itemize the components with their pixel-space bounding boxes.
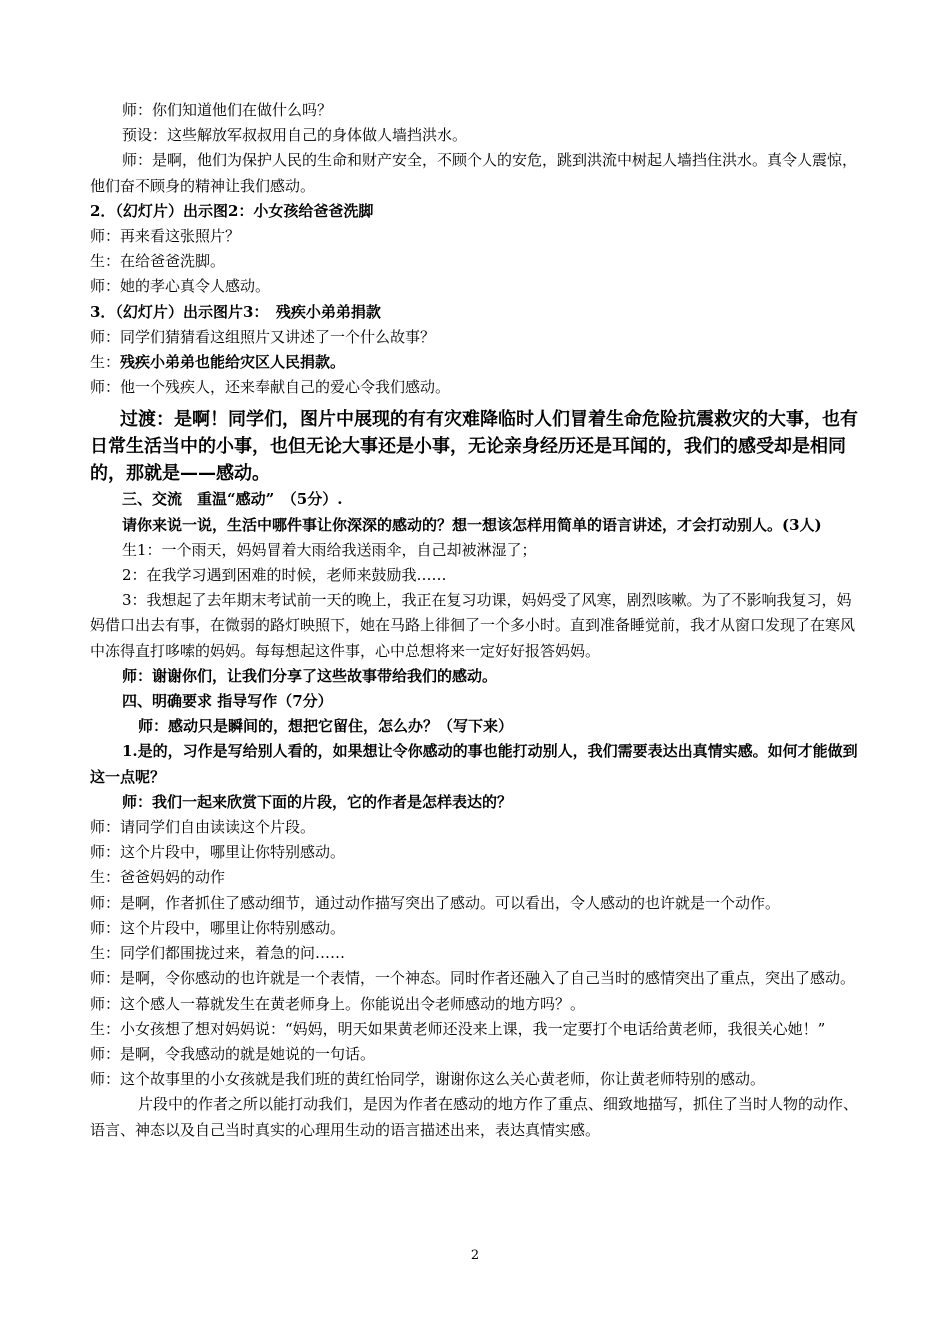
dialogue-line	[90, 350, 862, 375]
paragraph: 生1：一个雨天，妈妈冒着大雨给我送雨伞，自己却被淋湿了；	[122, 540, 537, 559]
paragraph: 师：是啊，他们为保护人民的生命和财产安全，不顾个人的安危，跳到洪流中树起人墙挡住洪水。真令人震惊，他们奋不顾身的精神让我们感动。	[90, 151, 858, 195]
dialogue-line: 师：是啊，令你感动的也许就是一个表情，一个神态。同时作者还融入了自己当时的感情突出了重点，突出了感动。	[90, 969, 856, 988]
paragraph: 3：我想起了去年期末考试前一天的晚上，我正在复习功课，妈妈受了风寒，剧烈咳嗽。为了不影响我复习，妈妈借口出去有事，在微弱的路灯映照下，她在马路上徘徊了一个多小时。直到准备睡觉前，我才从窗口发现了在寒风中冻得直打哆嗦的妈妈。每每想起这件事，心中总想将来一定好好报答妈妈。	[90, 591, 856, 660]
teacher-line: 师：感动只是瞬间的，想把它留住，怎么办？（写下来）	[138, 717, 514, 736]
transition-paragraph: 过渡：是啊！同学们，图片中展现的有有灾难降临时人们冒着生命危险抗震救灾的大事，也有日常生活当中的小事，也但无论大事还是小事，无论亲身经历还是耳闻的，我们的感受却是相同的，那就是——感动。	[90, 409, 858, 485]
dialogue-line: 生：小女孩想了想对妈妈说：“妈妈，明天如果黄老师还没来上课，我一定要打个电话给黄老师，我很关心她！”	[90, 1019, 826, 1038]
dialogue-line: 师：请同学们自由读读这个片段。	[90, 818, 316, 837]
dialogue-line: 师：这个片段中，哪里让你特别感动。	[90, 843, 346, 862]
dialogue-line: 师：她的孝心真令人感动。	[90, 277, 271, 296]
dialogue-line: 师：再来看这张照片？	[90, 227, 241, 246]
dialogue-line: 生：同学们都围拢过来，着急的问……	[90, 944, 346, 963]
dialogue-line: 师：这个感人一幕就发生在黄老师身上。你能说出令老师感动的地方吗？。	[90, 994, 586, 1013]
section-heading: 三、交流 重温“感动” （5分）.	[122, 490, 343, 509]
section-heading: 2．（幻灯片）出示图2：小女孩给爸爸洗脚	[90, 201, 374, 220]
lesson-plan-body	[90, 98, 862, 1143]
summary-paragraph: 片段中的作者之所以能打动我们，是因为作者在感动的地方作了重点、细致地描写，抓住了当时人物的动作、语言、神态以及自己当时真实的心理用生动的语言描述出来，表达真情实感。	[90, 1095, 859, 1139]
bold-answer: 残疾小弟弟也能给灾区人民捐款。	[120, 353, 346, 372]
teacher-line: 师：谢谢你们，让我们分享了这些故事带给我们的感动。	[122, 666, 498, 685]
dialogue-line: 师：他一个残疾人，还来奉献自己的爱心令我们感动。	[90, 378, 451, 397]
paragraph: 师：你们知道他们在做什么吗？	[122, 101, 333, 119]
teacher-line: 师：我们一起来欣赏下面的片段，它的作者是怎样表达的？	[122, 792, 513, 811]
dialogue-line: 师：同学们猜猜看这组照片又讲述了一个什么故事？	[90, 327, 436, 346]
dialogue-line: 师：这个片段中，哪里让你特别感动。	[90, 918, 346, 937]
page-number: 2	[470, 1248, 480, 1263]
paragraph: 预设：这些解放军叔叔用自己的身体做人墙挡洪水。	[122, 126, 468, 145]
dialogue-line: 师：是啊，令我感动的就是她说的一句话。	[90, 1044, 376, 1063]
section-heading: 3．（幻灯片）出示图片3： 残疾小弟弟捐款	[90, 302, 381, 321]
instruction-paragraph: 1.是的，习作是写给别人看的，如果想让令你感动的事也能打动别人，我们需要表达出真情实感。如何才能做到这一点呢？	[90, 742, 858, 786]
section-heading: 四、明确要求 指导写作（7分）	[122, 692, 333, 711]
speaker-label: 生：	[90, 353, 121, 372]
dialogue-line: 生：爸爸妈妈的动作	[90, 868, 226, 887]
dialogue-line: 师：是啊，作者抓住了感动细节，通过动作描写突出了感动。可以看出，令人感动的也许就是一个动作。	[90, 893, 781, 912]
paragraph: 2：在我学习遇到困难的时候，老师来鼓励我……	[122, 566, 447, 585]
dialogue-line: 师：这个故事里的小女孩就是我们班的黄红怡同学，谢谢你这么关心黄老师，你让黄老师特别的感动。	[90, 1070, 766, 1089]
dialogue-line: 生：在给爸爸洗脚。	[90, 252, 226, 271]
instruction-paragraph: 请你来说一说，生活中哪件事让你深深的感动的？想一想该怎样用简单的语言讲述，才会打动别人。(3人)	[122, 515, 822, 534]
